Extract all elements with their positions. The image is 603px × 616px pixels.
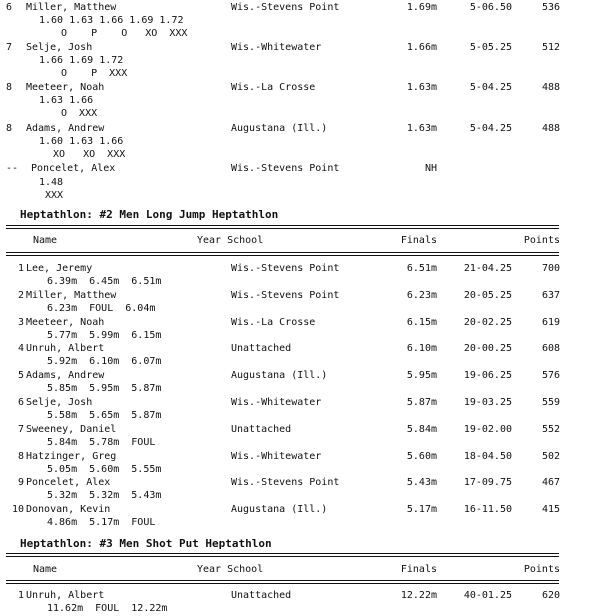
points: 552 xyxy=(541,423,560,435)
school: Wis.-Stevens Point xyxy=(231,2,340,13)
place: 8 xyxy=(17,450,24,462)
school: Augustana (Ill.) xyxy=(231,370,328,382)
school: Wis.-Stevens Point xyxy=(231,289,340,301)
place: 5 xyxy=(17,370,24,382)
athlete-name: Poncelet, Alex xyxy=(26,477,111,489)
mark: NH xyxy=(424,163,437,174)
attempts: 5.32m 5.32m 5.43m xyxy=(47,490,162,502)
school: Wis.-Whitewater xyxy=(231,397,322,408)
points: 637 xyxy=(541,289,560,301)
imperial-mark: 40-01.25 xyxy=(463,590,512,601)
place: 6 xyxy=(17,397,24,408)
imperial-mark: 5-04.25 xyxy=(469,123,512,134)
mark: 12.22m xyxy=(400,590,437,601)
imperial-mark: 20-02.25 xyxy=(463,316,512,328)
mark: 1.69m xyxy=(406,2,437,13)
mark: 1.66m xyxy=(406,42,437,53)
mark: 5.87m xyxy=(406,397,437,408)
mark: 5.60m xyxy=(406,450,437,462)
place: 7 xyxy=(17,423,24,435)
imperial-mark: 20-00.25 xyxy=(463,343,512,355)
athlete-name: Miller, Matthew xyxy=(26,289,117,301)
athlete-name: Selje, Josh xyxy=(26,397,93,408)
points: 512 xyxy=(541,42,560,53)
athlete-name: Selje, Josh xyxy=(26,42,93,53)
school: Augustana (Ill.) xyxy=(231,504,328,516)
header-name: Name xyxy=(33,564,58,575)
header-points: Points xyxy=(523,564,560,575)
place: 10 xyxy=(11,504,24,516)
imperial-mark: 21-04.25 xyxy=(463,263,512,274)
points: 488 xyxy=(541,123,560,134)
section-title-shot-put: Heptathlon: #3 Men Shot Put Heptathlon xyxy=(20,537,272,550)
place: 2 xyxy=(17,289,24,301)
double-rule xyxy=(6,252,559,256)
section-title-long-jump: Heptathlon: #2 Men Long Jump Heptathlon xyxy=(20,208,279,221)
place: 8 xyxy=(6,123,13,134)
school: Unattached xyxy=(231,343,292,355)
attempts: 5.05m 5.60m 5.55m xyxy=(47,463,162,475)
athlete-name: Meeteer, Noah xyxy=(26,316,105,328)
school: Wis.-Stevens Point xyxy=(231,263,340,274)
mark: 5.95m xyxy=(406,370,437,382)
points: 620 xyxy=(541,590,560,601)
athlete-name: Donovan, Kevin xyxy=(26,504,111,516)
points: 559 xyxy=(541,397,560,408)
points: 467 xyxy=(541,477,560,489)
athlete-name: Miller, Matthew xyxy=(26,2,117,13)
place: 1 xyxy=(17,590,24,601)
attempts: 5.92m 6.10m 6.07m xyxy=(47,356,162,368)
place: 9 xyxy=(17,477,24,489)
school: Augustana (Ill.) xyxy=(231,123,328,134)
athlete-name: Unruh, Albert xyxy=(26,343,105,355)
header-year-school: Year School xyxy=(197,564,264,575)
header-name: Name xyxy=(33,235,58,246)
attempts: 11.62m FOUL 12.22m xyxy=(47,603,168,614)
place: -- xyxy=(6,163,19,174)
school: Wis.-Stevens Point xyxy=(231,163,340,174)
points: 502 xyxy=(541,450,560,462)
points: 608 xyxy=(541,343,560,355)
mark: 6.15m xyxy=(406,316,437,328)
mark: 5.84m xyxy=(406,423,437,435)
points: 415 xyxy=(541,504,560,516)
imperial-mark: 16-11.50 xyxy=(463,504,512,516)
attempts: 5.85m 5.95m 5.87m xyxy=(47,383,162,395)
attempts: 6.23m FOUL 6.04m xyxy=(47,302,156,314)
double-rule xyxy=(6,553,559,557)
double-rule xyxy=(6,580,559,584)
imperial-mark: 19-02.00 xyxy=(463,423,512,435)
attempts: O P O XO XXX xyxy=(61,28,188,39)
athlete-name: Hatzinger, Greg xyxy=(26,450,117,462)
school: Wis.-Whitewater xyxy=(231,450,322,462)
place: 7 xyxy=(6,42,13,53)
place: 8 xyxy=(6,82,13,93)
heights: 1.63 1.66 xyxy=(39,95,94,106)
points: 488 xyxy=(541,82,560,93)
mark: 6.51m xyxy=(406,263,437,274)
imperial-mark: 19-06.25 xyxy=(463,370,512,382)
athlete-name: Lee, Jeremy xyxy=(26,263,93,274)
imperial-mark: 19-03.25 xyxy=(463,397,512,408)
mark: 5.17m xyxy=(406,504,437,516)
imperial-mark: 5-05.25 xyxy=(469,42,512,53)
attempts: 5.58m 5.65m 5.87m xyxy=(47,410,162,421)
mark: 6.23m xyxy=(406,289,437,301)
attempts: 5.77m 5.99m 6.15m xyxy=(47,329,162,341)
school: Unattached xyxy=(231,590,292,601)
mark: 6.10m xyxy=(406,343,437,355)
heights: 1.66 1.69 1.72 xyxy=(39,55,124,66)
attempts: 5.84m 5.78m FOUL xyxy=(47,436,156,448)
points: 619 xyxy=(541,316,560,328)
attempts: O XXX xyxy=(61,108,98,119)
mark: 1.63m xyxy=(406,82,437,93)
school: Wis.-Stevens Point xyxy=(231,477,340,489)
points: 576 xyxy=(541,370,560,382)
imperial-mark: 20-05.25 xyxy=(463,289,512,301)
imperial-mark: 5-04.25 xyxy=(469,82,512,93)
header-year-school: Year School xyxy=(197,235,264,246)
athlete-name: Adams, Andrew xyxy=(26,123,105,134)
header-finals: Finals xyxy=(400,235,437,246)
athlete-name: Unruh, Albert xyxy=(26,590,105,601)
imperial-mark: 18-04.50 xyxy=(463,450,512,462)
athlete-name: Adams, Andrew xyxy=(26,370,105,382)
place: 1 xyxy=(17,263,24,274)
header-points: Points xyxy=(523,235,560,246)
heights: 1.60 1.63 1.66 xyxy=(39,136,124,147)
athlete-name: Meeteer, Noah xyxy=(26,82,105,93)
attempts: XO XO XXX xyxy=(53,149,126,160)
attempts: XXX xyxy=(45,190,64,201)
athlete-name: Poncelet, Alex xyxy=(31,163,116,174)
school: Wis.-La Crosse xyxy=(231,316,316,328)
attempts: O P XXX xyxy=(61,68,128,79)
imperial-mark: 17-09.75 xyxy=(463,477,512,489)
attempts: 6.39m 6.45m 6.51m xyxy=(47,276,162,287)
mark: 5.43m xyxy=(406,477,437,489)
double-rule xyxy=(6,225,559,229)
header-finals: Finals xyxy=(400,564,437,575)
athlete-name: Sweeney, Daniel xyxy=(26,423,117,435)
place: 4 xyxy=(17,343,24,355)
school: Unattached xyxy=(231,423,292,435)
attempts: 4.86m 5.17m FOUL xyxy=(47,517,156,529)
place: 6 xyxy=(6,2,13,13)
imperial-mark: 5-06.50 xyxy=(469,2,512,13)
school: Wis.-Whitewater xyxy=(231,42,322,53)
place: 3 xyxy=(17,316,24,328)
school: Wis.-La Crosse xyxy=(231,82,316,93)
heights: 1.48 xyxy=(39,177,64,188)
points: 536 xyxy=(541,2,560,13)
heights: 1.60 1.63 1.66 1.69 1.72 xyxy=(39,15,184,26)
points: 700 xyxy=(541,263,560,274)
mark: 1.63m xyxy=(406,123,437,134)
